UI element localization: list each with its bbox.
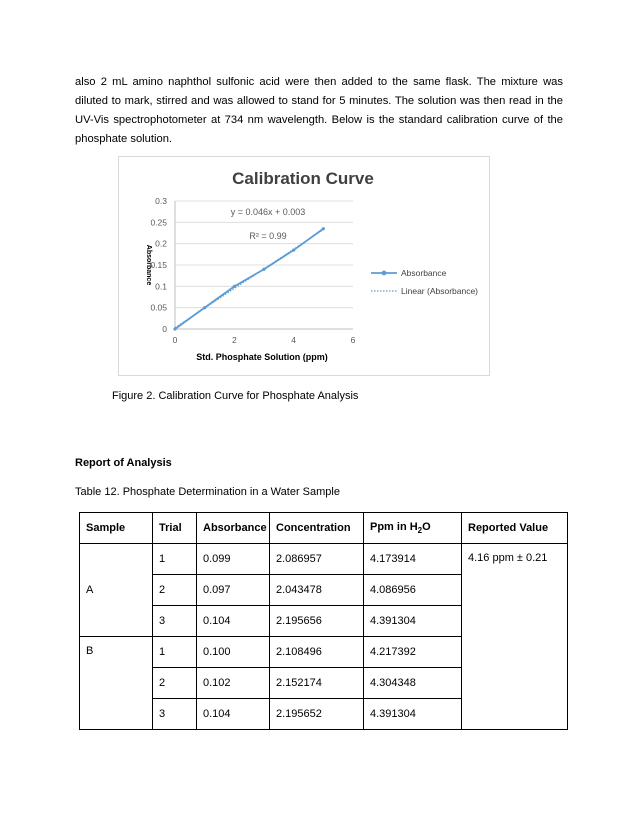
y-axis-title: Absorbance	[145, 244, 152, 286]
table-caption: Table 12. Phosphate Determination in a Water Sample	[75, 486, 340, 498]
trial-cell: 1	[153, 637, 197, 668]
ppm-cell: 4.173914	[364, 544, 462, 575]
absorbance-cell: 0.097	[197, 575, 270, 606]
y-tick-label: 0.3	[155, 196, 167, 206]
trendline-equation: y = 0.046x + 0.003	[230, 207, 306, 217]
absorbance-cell: 0.100	[197, 637, 270, 668]
concentration-cell: 2.086957	[270, 544, 364, 575]
x-tick-label: 6	[350, 335, 356, 345]
trial-cell: 2	[153, 575, 197, 606]
report-heading: Report of Analysis	[75, 457, 172, 469]
reported-value-cell: 4.16 ppm ± 0.21	[462, 544, 568, 730]
header-concentration: Concentration	[270, 513, 364, 544]
x-tick-label: 0	[172, 335, 178, 345]
r-squared-label: R² = 0.99	[249, 231, 287, 241]
data-point	[173, 327, 176, 330]
y-tick-label: 0.05	[150, 302, 167, 313]
ppm-cell: 4.391304	[364, 699, 462, 730]
concentration-cell: 2.043478	[270, 575, 364, 606]
table-row	[80, 544, 568, 575]
body-paragraph: also 2 mL amino naphthol sulfonic acid were then added to the same flask. The mixture was diluted to mark, stirred and was allowed to stand for 5 minutes. The solution was then read in the UV-Vis spectrophotometer at 734 nm wavelength. Below is the standard calibration curve of the phosphate solution.	[75, 76, 563, 145]
figure-caption: Figure 2. Calibration Curve for Phosphate Analysis	[112, 390, 359, 402]
concentration-cell: 2.152174	[270, 668, 364, 699]
trial-cell: 2	[153, 668, 197, 699]
absorbance-cell: 0.104	[197, 699, 270, 730]
trial-cell: 3	[153, 699, 197, 730]
chart-canvas	[119, 157, 489, 375]
y-tick-label: 0.15	[150, 260, 167, 270]
ppm-cell: 4.217392	[364, 637, 462, 668]
sample-cell-b: B	[80, 637, 153, 730]
legend-linear-label: Linear (Absorbance)	[401, 286, 479, 296]
trial-cell: 3	[153, 606, 197, 637]
absorbance-cell: 0.104	[197, 606, 270, 637]
absorbance-cell: 0.102	[197, 668, 270, 699]
header-sample: Sample	[80, 513, 153, 544]
sample-cell-a: A	[80, 544, 153, 637]
x-tick-label: 4	[291, 335, 297, 345]
y-tick-label: 0.2	[155, 238, 167, 249]
phosphate-table	[79, 512, 568, 730]
concentration-cell: 2.195652	[270, 699, 364, 730]
y-tick-label: 0.25	[150, 217, 167, 228]
concentration-cell: 2.195656	[270, 606, 364, 637]
table-header-row	[80, 513, 568, 544]
ppm-cell: 4.086956	[364, 575, 462, 606]
trial-cell: 1	[153, 544, 197, 575]
header-ppm-sub: 2	[417, 526, 423, 536]
ppm-cell: 4.391304	[364, 606, 462, 637]
y-tick-label: 0.1	[155, 281, 167, 292]
concentration-cell: 2.108496	[270, 637, 364, 668]
calibration-chart	[118, 156, 490, 376]
chart-title: Calibration Curve	[232, 169, 374, 188]
header-ppm-h: Ppm in H	[370, 520, 418, 533]
y-tick-label: 0	[162, 324, 167, 334]
absorbance-cell: 0.099	[197, 544, 270, 575]
legend-absorbance-marker	[382, 271, 387, 276]
header-ppm-o: O	[422, 520, 431, 533]
ppm-cell: 4.304348	[364, 668, 462, 699]
legend-absorbance-label: Absorbance	[401, 268, 447, 278]
header-trial: Trial	[153, 513, 197, 544]
header-reported: Reported Value	[462, 513, 568, 544]
header-absorbance: Absorbance	[197, 513, 270, 544]
x-axis-title: Std. Phosphate Solution (ppm)	[196, 352, 328, 362]
x-tick-label: 2	[231, 335, 237, 345]
header-ppm	[364, 513, 462, 544]
